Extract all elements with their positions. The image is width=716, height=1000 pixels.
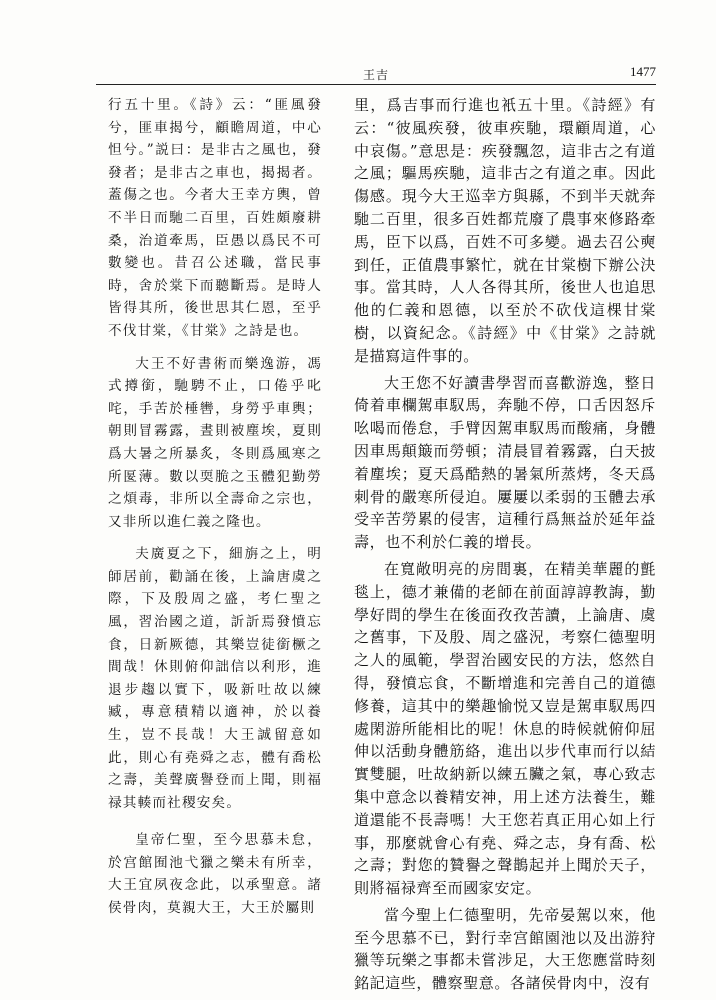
translation-paragraph: 里，爲吉事而行進也衹五十里。《詩經》有云：“彼風疾發，彼車疾馳，環顧周道，心中哀傷。”意思是：疾發飄忽，這非古之有道之風；驅馬疾馳，這非古之有道之車。因此傷感。現今大王巡幸方與縣，不到半天就奔馳二百里，很多百姓都荒廢了農事來修路牽馬，臣下以爲，百姓不可多變。過去召公奭到任，正值農事繁忙，就在甘棠樹下辦公決事。當其時，人人各得其所，後世人也追思他的仁義和恩德，以至於不砍伐這棵甘棠樹，以資紀念。《詩經》中《甘棠》之詩就是描寫這件事的。 [354, 96, 656, 365]
translation-text-column [354, 94, 656, 995]
classical-paragraph: 行五十里。《詩》云：“匪風發兮，匪車揭兮，顧瞻周道，中心怛兮。”説曰：是非古之風也，發發者；是非古之車也，揭揭者。蓋傷之也。今者大王幸方輿，曾不半日而馳二百里，百姓頗廢耕桑，治道牽馬，臣愚以爲民不可數變也。昔召公述職，當民事時，舍於棠下而聽斷焉。是時人皆得其所，後世思其仁恩，至乎不伐甘棠，《甘棠》之詩是也。 [108, 97, 322, 339]
translation-paragraph: 在寬敞明亮的房間裏，在精美華麗的氈毯上，德才兼備的老師在前面諄諄教誨，勤學好問的學生在後面孜孜苦讀，上論唐、虞之舊事，下及殷、周之盛況，考察仁德聖明之人的風範，學習治國安民的方法，悠然自得，發憤忘食，不斷增進和完善自己的道德修養，這其中的樂趣愉悦又豈是駕車馭馬四處閑游所能相比的呢！休息的時候就俯仰屈伸以活動身體筋絡，進出以步代車而行以結實雙腿，吐故納新以練五臟之氣，專心致志集中意念以養精安神，用上述方法養生，難道還能不長壽嗎！大王您若真正用心如上行事，那麼就會心有堯、舜之志，身有喬、松之壽；對您的贊譽之聲鵲起并上聞於天子，則將福禄齊至而國家安定。 [354, 559, 656, 898]
translation-paragraph: 大王您不好讀書學習而喜歡游逸，整日倚着車欄駕車馭馬，奔馳不停，口舌因怒斥吆喝而倦怠，手臂因駕車馭馬而酸痛，身體因車馬顛簸而勞頓；清晨冒着霧露，白天披着塵埃；夏天爲酷熱的暑氣所蒸烤，冬天爲刺骨的嚴寒所侵迫。屢屢以柔弱的玉體去承受辛苦勞累的侵害，這種行爲無益於延年益壽，也不利於仁義的增長。 [354, 373, 656, 552]
classical-paragraph: 夫廣夏之下，細旃之上，明師居前，勸誦在後，上論唐虞之際，下及殷周之盛，考仁聖之風，習治國之道，訢訢焉發憤忘食，日新厥德，其樂豈徒銜橛之間哉！休則俯仰詘信以利形，進退步趨以實下，吸新吐故以練臧，專意積精以適神，於以養生，豈不長哉！大王誠留意如此，則心有堯舜之志，體有喬松之壽，美聲廣譽登而上聞，則福禄其輳而社稷安矣。 [108, 546, 322, 811]
page-number: 1477 [630, 64, 656, 79]
running-header [96, 60, 656, 84]
classical-paragraph: 大王不好書術而樂逸游，馮式撙銜，馳騁不止，口倦乎叱咤，手苦於棰轡，身勞乎車輿；朝則冒霧露，晝則被塵埃，夏則爲大暑之所暴炙，冬則爲風寒之所匽薄。數以耎脆之玉體犯勤勞之煩毒，非所以全壽命之宗也，又非所以進仁義之隆也。 [108, 355, 322, 530]
header-rule [96, 84, 656, 85]
running-title: 王吉 [362, 68, 389, 82]
classical-paragraph: 皇帝仁聖，至今思慕未怠，於宫館囿池弋獵之樂未有所幸，大王宜夙夜念此，以承聖意。諸侯骨肉，莫親大王，大王於屬則 [108, 832, 322, 916]
classical-text-column [108, 94, 322, 916]
translation-paragraph: 當今聖上仁德聖明，先帝晏駕以來，他至今思慕不已，對行幸宫館園池以及出游狩獵等玩樂之事都未嘗涉足，大王您應當時刻銘記這些，體察聖意。各諸侯骨肉中，沒有 [354, 905, 656, 993]
